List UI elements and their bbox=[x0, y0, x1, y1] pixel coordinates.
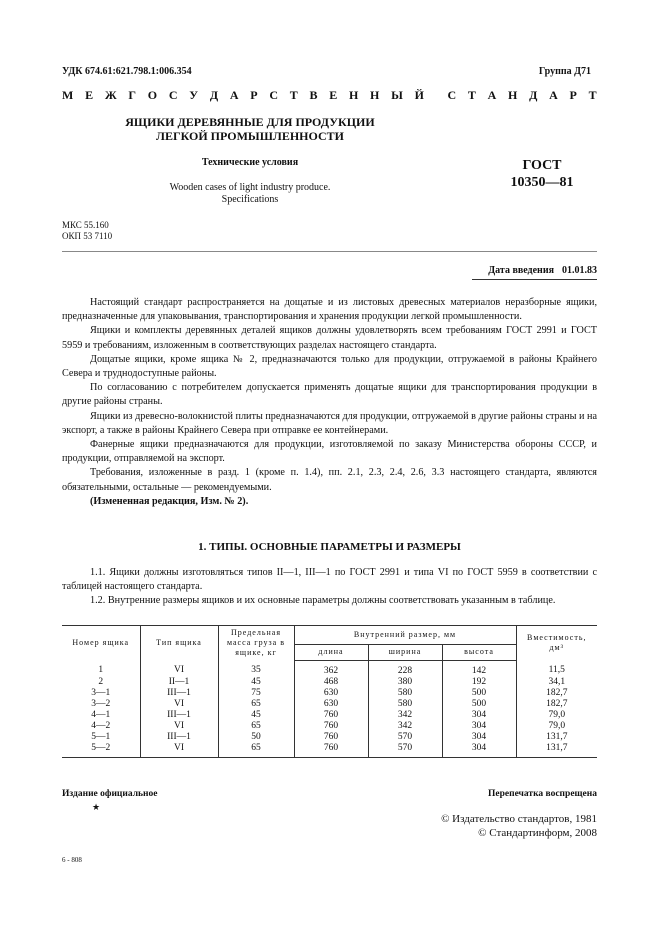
header-length: длина bbox=[294, 645, 368, 661]
table-cell: III—1 bbox=[140, 732, 218, 743]
table-cell: III—1 bbox=[140, 710, 218, 721]
intro-text bbox=[62, 296, 597, 509]
classification-codes bbox=[62, 220, 112, 242]
banner-letter: У bbox=[189, 88, 199, 102]
okp-code: ОКП 53 7110 bbox=[62, 231, 113, 241]
header-width: ширина bbox=[368, 645, 442, 661]
table-cell: VI bbox=[140, 660, 218, 677]
paragraph: Фанерные ящики предназначаются для продукции, изготовляемой по заказу Министерства обороны СССР, и продукции, отправляемой на экспорт. bbox=[62, 439, 597, 465]
header-capacity: Вместимость, дм³ bbox=[516, 626, 597, 661]
table-cell: 4—1 bbox=[62, 710, 140, 721]
banner-letter: А bbox=[549, 88, 558, 102]
table-cell: 1 bbox=[62, 660, 140, 677]
banner-letter: Н bbox=[370, 88, 380, 102]
table-cell: 580 bbox=[368, 688, 442, 699]
banner-letter: Н bbox=[348, 88, 359, 102]
date-underline bbox=[472, 279, 597, 280]
paragraph: По согласованию с потребителем допускается применять дощатые ящики для транспортирования продукции в другие районы страны. bbox=[62, 382, 597, 408]
header-inner-size: Внутренний размер, мм bbox=[294, 626, 516, 645]
table-cell: 131,7 bbox=[516, 732, 597, 743]
table-row bbox=[62, 732, 597, 743]
table-cell: VI bbox=[140, 743, 218, 758]
group-code: Группа Д71 bbox=[538, 66, 591, 77]
banner-letter: В bbox=[309, 88, 318, 102]
table-cell: 304 bbox=[442, 732, 516, 743]
table-cell: 500 bbox=[442, 688, 516, 699]
table-cell: 500 bbox=[442, 699, 516, 710]
table-row bbox=[62, 660, 597, 677]
table-cell: 304 bbox=[442, 721, 516, 732]
banner-letter: Т bbox=[588, 88, 597, 102]
official-edition: Издание официальное bbox=[62, 789, 158, 799]
document-subtitle: Технические условия bbox=[201, 157, 299, 168]
table-cell: 342 bbox=[368, 710, 442, 721]
paragraph: Ящики и комплекты деревянных деталей ящиков должны удовлетворять всем требованиям ГОСТ 2991 и ГОСТ 5959 и требованиям, изложенным в соответствующих разделах настоящего стандарта. bbox=[62, 325, 597, 351]
gost-number bbox=[487, 157, 597, 191]
title-line-2: ЛЕГКОЙ ПРОМЫШЛЕННОСТИ bbox=[156, 129, 344, 143]
copyright-line-2: © Стандартинформ, 2008 bbox=[478, 827, 597, 839]
table-cell: III—1 bbox=[140, 688, 218, 699]
table-cell: 304 bbox=[442, 743, 516, 758]
dimensions-table bbox=[62, 625, 597, 758]
standard-banner bbox=[62, 88, 597, 103]
date-value: 01.01.83 bbox=[562, 265, 597, 276]
table-row bbox=[62, 710, 597, 721]
table-cell: 65 bbox=[218, 721, 294, 732]
table-cell: 630 bbox=[294, 688, 368, 699]
paragraph: Ящики из древесно-волокнистой плиты предназначаются для продукции, отгружаемой в другие районы страны и на экспорт, а также в районы Крайнего Севера при отправке ее контейнерами. bbox=[62, 410, 597, 436]
banner-letter: Г bbox=[128, 88, 137, 102]
table-cell: 34,1 bbox=[516, 677, 597, 688]
table-cell: VI bbox=[140, 699, 218, 710]
table-cell: 131,7 bbox=[516, 743, 597, 758]
udk-code: УДК 674.61:621.798.1:006.354 bbox=[62, 66, 192, 77]
table-cell: 35 bbox=[218, 660, 294, 677]
banner-letter: А bbox=[487, 88, 497, 102]
table-cell: 228 bbox=[368, 660, 442, 677]
revision-note: (Измененная редакция, Изм. № 2). bbox=[90, 495, 249, 507]
table-row bbox=[62, 677, 597, 688]
gost-label: ГОСТ bbox=[522, 158, 562, 173]
table-cell: 760 bbox=[294, 732, 368, 743]
banner-letter: Ы bbox=[391, 88, 403, 102]
paragraph: Настоящий стандарт распространяется на дощатые и из листовых древесных материалов неразборные ящики, предназначенные для упаковывания, транспортирования и хранения продукции легкой промышленности. bbox=[62, 297, 597, 323]
banner-letter: Т bbox=[289, 88, 298, 102]
table-cell: 45 bbox=[218, 710, 294, 721]
banner-letter: Р bbox=[250, 88, 258, 102]
divider bbox=[62, 251, 597, 252]
paragraph: Требования, изложенные в разд. 1 (кроме п. 1.4), пп. 2.1, 2.3, 2.4, 2.6, 3.3 настоящего стандарта, являются обязательными, остальные — рекомендуемыми. bbox=[62, 467, 597, 493]
header-type: Тип ящика bbox=[140, 626, 218, 661]
table-cell: 3—2 bbox=[62, 699, 140, 710]
paragraph: 1.2. Внутренние размеры ящиков и их основные параметры должны соответствовать указанным в таблице. bbox=[90, 595, 556, 607]
table-cell: 630 bbox=[294, 699, 368, 710]
table-cell: 45 bbox=[218, 677, 294, 688]
table-cell: 11,5 bbox=[516, 660, 597, 677]
table-row bbox=[62, 699, 597, 710]
table-cell: 760 bbox=[294, 743, 368, 758]
banner-letter: Н bbox=[508, 88, 518, 102]
date-label: Дата введения bbox=[488, 265, 554, 276]
section-text bbox=[62, 566, 597, 609]
table-cell: 380 bbox=[368, 677, 442, 688]
reprint-notice: Перепечатка воспрещена bbox=[487, 789, 597, 799]
banner-letter: Р bbox=[569, 88, 577, 102]
banner-letter: Д bbox=[209, 88, 219, 102]
table-row bbox=[62, 743, 597, 758]
table-cell: 760 bbox=[294, 721, 368, 732]
table-cell: 342 bbox=[368, 721, 442, 732]
banner-letter: Д bbox=[529, 88, 538, 102]
table-cell: II—1 bbox=[140, 677, 218, 688]
table-cell: 4—2 bbox=[62, 721, 140, 732]
banner-letter: М bbox=[62, 88, 74, 102]
copyright-line-1: © Издательство стандартов, 1981 bbox=[441, 813, 597, 825]
english-title bbox=[100, 182, 400, 206]
table-cell: 65 bbox=[218, 699, 294, 710]
introduction-date bbox=[488, 265, 597, 276]
table-cell: 182,7 bbox=[516, 699, 597, 710]
table-cell: 304 bbox=[442, 710, 516, 721]
print-code: 6 - 808 bbox=[62, 856, 82, 864]
mks-code: МКС 55.160 bbox=[62, 220, 109, 230]
table-cell: 3—1 bbox=[62, 688, 140, 699]
table-cell: 50 bbox=[218, 732, 294, 743]
gost-code: 10350—81 bbox=[510, 175, 574, 190]
paragraph: 1.1. Ящики должны изготовляться типов II—1, III—1 по ГОСТ 2991 и типа VI по ГОСТ 5959 в соответствии с таблицей настоящего стандарта. bbox=[62, 567, 597, 593]
table-cell: 570 bbox=[368, 743, 442, 758]
english-title-line-2: Specifications bbox=[221, 194, 279, 205]
header-mass: Предельная масса груза в ящике, кг bbox=[218, 626, 294, 661]
title-line-1: ЯЩИКИ ДЕРЕВЯННЫЕ ДЛЯ ПРОДУКЦИИ bbox=[125, 115, 375, 129]
banner-letter: Ж bbox=[104, 88, 117, 102]
banner-letter: С bbox=[269, 88, 278, 102]
table-cell: 760 bbox=[294, 710, 368, 721]
star-mark: ★ bbox=[92, 802, 101, 812]
banner-letter: А bbox=[229, 88, 239, 102]
table-cell: 192 bbox=[442, 677, 516, 688]
table-cell: 570 bbox=[368, 732, 442, 743]
banner-letter: Е bbox=[85, 88, 94, 102]
banner-letter: Й bbox=[414, 88, 424, 102]
banner-letter: С bbox=[168, 88, 178, 102]
table-cell: 182,7 bbox=[516, 688, 597, 699]
banner-letter: С bbox=[447, 88, 457, 102]
document-title bbox=[100, 115, 400, 143]
table-cell: 5—1 bbox=[62, 732, 140, 743]
table-cell: 75 bbox=[218, 688, 294, 699]
banner-letter: Е bbox=[329, 88, 338, 102]
table-row bbox=[62, 688, 597, 699]
copyright bbox=[441, 812, 597, 840]
table-cell: 468 bbox=[294, 677, 368, 688]
banner-letter: Т bbox=[467, 88, 476, 102]
table-cell: 79,0 bbox=[516, 710, 597, 721]
table-cell: 79,0 bbox=[516, 721, 597, 732]
header-number: Номер ящика bbox=[62, 626, 140, 661]
banner-letter: О bbox=[147, 88, 158, 102]
table-cell: 142 bbox=[442, 660, 516, 677]
table-row bbox=[62, 721, 597, 732]
table-cell: VI bbox=[140, 721, 218, 732]
table-cell: 362 bbox=[294, 660, 368, 677]
table-cell: 2 bbox=[62, 677, 140, 688]
table-cell: 580 bbox=[368, 699, 442, 710]
table-cell: 5—2 bbox=[62, 743, 140, 758]
section-heading: 1. ТИПЫ. ОСНОВНЫЕ ПАРАМЕТРЫ И РАЗМЕРЫ bbox=[198, 541, 461, 553]
english-title-line-1: Wooden cases of light industry produce. bbox=[169, 182, 331, 193]
table-cell: 65 bbox=[218, 743, 294, 758]
paragraph: Дощатые ящики, кроме ящика № 2, предназначаются только для продукции, отгружаемой в районы Крайнего Севера и труднодоступные районы. bbox=[62, 353, 597, 380]
header-height: высота bbox=[442, 645, 516, 661]
